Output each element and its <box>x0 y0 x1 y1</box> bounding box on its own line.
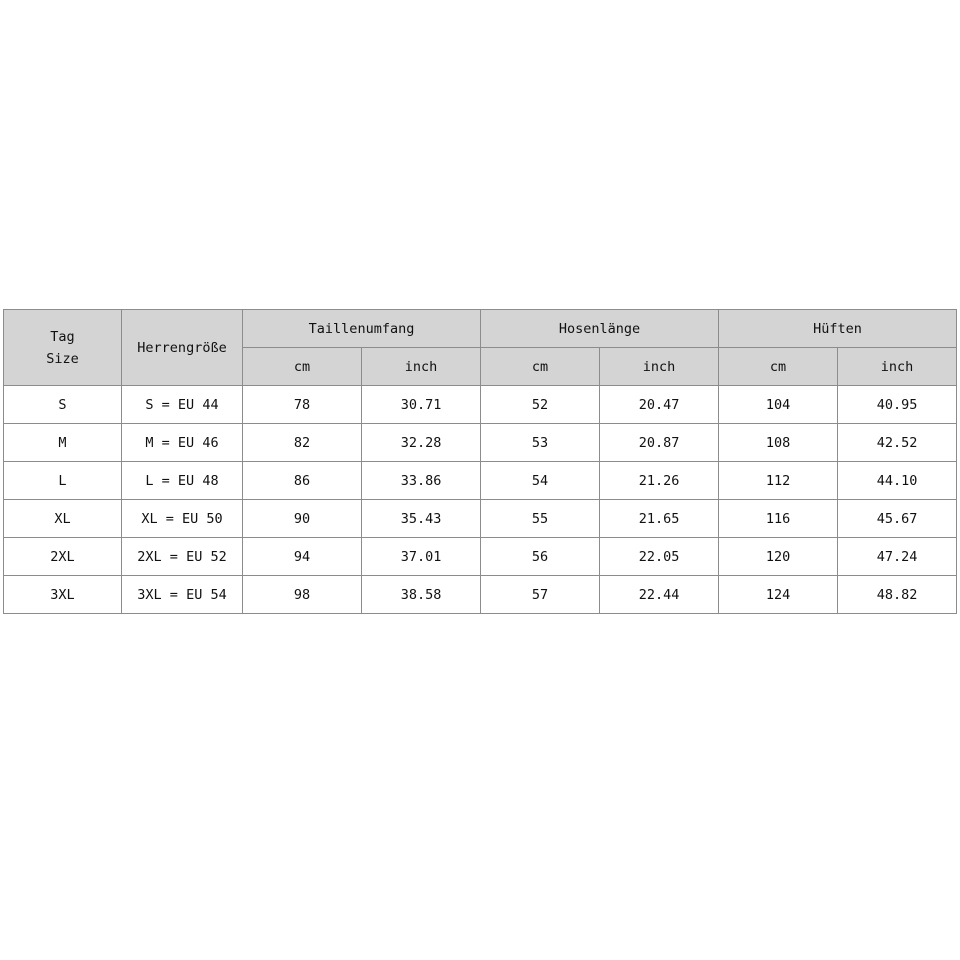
cell-hose-inch: 21.26 <box>600 462 719 500</box>
cell-herrengroesse: S = EU 44 <box>122 386 243 424</box>
cell-huefte-inch: 42.52 <box>838 424 957 462</box>
cell-hose-inch: 22.05 <box>600 538 719 576</box>
cell-herrengroesse: XL = EU 50 <box>122 500 243 538</box>
cell-huefte-inch: 44.10 <box>838 462 957 500</box>
cell-tag: S <box>4 386 122 424</box>
cell-huefte-cm: 120 <box>719 538 838 576</box>
cell-hose-cm: 55 <box>481 500 600 538</box>
unit-hose-inch: inch <box>600 348 719 386</box>
cell-huefte-cm: 116 <box>719 500 838 538</box>
cell-tag: 2XL <box>4 538 122 576</box>
header-size-label: Size <box>46 350 79 367</box>
header-taillenumfang: Taillenumfang <box>243 310 481 348</box>
cell-huefte-inch: 48.82 <box>838 576 957 614</box>
table-row <box>4 386 957 424</box>
cell-tag: L <box>4 462 122 500</box>
cell-taille-inch: 37.01 <box>362 538 481 576</box>
cell-huefte-inch: 47.24 <box>838 538 957 576</box>
table-body <box>4 386 957 614</box>
header-hosenlaenge: Hosenlänge <box>481 310 719 348</box>
cell-tag: XL <box>4 500 122 538</box>
cell-huefte-cm: 124 <box>719 576 838 614</box>
cell-hose-inch: 20.47 <box>600 386 719 424</box>
table-row <box>4 576 957 614</box>
header-group-row <box>4 310 957 348</box>
header-hueften: Hüften <box>719 310 957 348</box>
cell-taille-cm: 82 <box>243 424 362 462</box>
cell-herrengroesse: 3XL = EU 54 <box>122 576 243 614</box>
cell-hose-inch: 22.44 <box>600 576 719 614</box>
cell-hose-cm: 57 <box>481 576 600 614</box>
table-row <box>4 424 957 462</box>
cell-herrengroesse: M = EU 46 <box>122 424 243 462</box>
cell-hose-cm: 52 <box>481 386 600 424</box>
unit-hose-cm: cm <box>481 348 600 386</box>
cell-hose-cm: 53 <box>481 424 600 462</box>
cell-huefte-cm: 104 <box>719 386 838 424</box>
cell-hose-inch: 20.87 <box>600 424 719 462</box>
cell-hose-cm: 56 <box>481 538 600 576</box>
cell-huefte-inch: 45.67 <box>838 500 957 538</box>
unit-taille-cm: cm <box>243 348 362 386</box>
cell-huefte-inch: 40.95 <box>838 386 957 424</box>
cell-taille-inch: 38.58 <box>362 576 481 614</box>
header-tag-label: Tag <box>50 328 75 345</box>
table-row <box>4 462 957 500</box>
size-chart-table <box>3 309 957 614</box>
cell-herrengroesse: 2XL = EU 52 <box>122 538 243 576</box>
header-tag-size <box>4 310 122 386</box>
cell-huefte-cm: 112 <box>719 462 838 500</box>
table-header <box>4 310 957 386</box>
cell-taille-cm: 86 <box>243 462 362 500</box>
cell-taille-inch: 32.28 <box>362 424 481 462</box>
cell-taille-inch: 33.86 <box>362 462 481 500</box>
cell-herrengroesse: L = EU 48 <box>122 462 243 500</box>
unit-huefte-cm: cm <box>719 348 838 386</box>
cell-taille-inch: 30.71 <box>362 386 481 424</box>
cell-taille-cm: 94 <box>243 538 362 576</box>
unit-huefte-inch: inch <box>838 348 957 386</box>
cell-taille-cm: 98 <box>243 576 362 614</box>
cell-huefte-cm: 108 <box>719 424 838 462</box>
cell-taille-cm: 78 <box>243 386 362 424</box>
unit-taille-inch: inch <box>362 348 481 386</box>
table-row <box>4 538 957 576</box>
cell-taille-cm: 90 <box>243 500 362 538</box>
table-row <box>4 500 957 538</box>
header-herrengroesse: Herrengröße <box>122 310 243 386</box>
cell-taille-inch: 35.43 <box>362 500 481 538</box>
cell-hose-inch: 21.65 <box>600 500 719 538</box>
cell-tag: 3XL <box>4 576 122 614</box>
cell-hose-cm: 54 <box>481 462 600 500</box>
cell-tag: M <box>4 424 122 462</box>
